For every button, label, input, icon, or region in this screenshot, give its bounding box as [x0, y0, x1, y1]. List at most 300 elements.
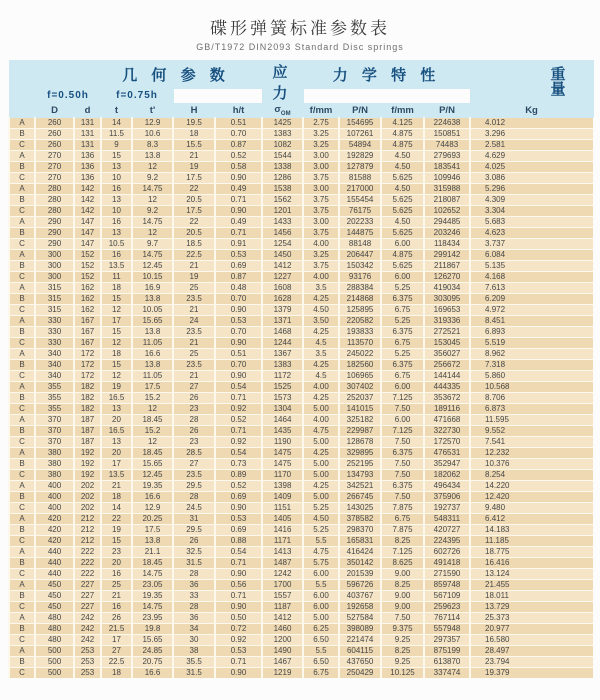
cell: 476531: [424, 448, 470, 459]
cell: 5.00: [303, 459, 339, 470]
table-row: [9, 492, 593, 503]
col-t-prime: t': [132, 104, 173, 118]
cell: 152: [74, 261, 101, 272]
cell: 7.125: [381, 547, 424, 558]
cell: 3.737: [470, 239, 593, 250]
cell: 15.65: [132, 316, 173, 327]
cell: 1187: [262, 602, 303, 613]
cell: 147: [74, 217, 101, 228]
cell: 0.54: [215, 448, 262, 459]
cell: 0.71: [215, 657, 262, 668]
cell: 0.71: [215, 393, 262, 404]
cell: 28: [173, 492, 215, 503]
cell: B: [9, 624, 35, 635]
cell: 29.5: [173, 525, 215, 536]
table-row: [9, 448, 593, 459]
cell: 38: [173, 646, 215, 657]
cell: 136: [74, 151, 101, 162]
cell: 4.75: [303, 426, 339, 437]
table-row: [9, 591, 593, 602]
table-row: [9, 261, 593, 272]
cell: 0.53: [215, 646, 262, 657]
cell: 3.00: [303, 217, 339, 228]
cell: 193833: [339, 327, 381, 338]
cell: 280: [35, 206, 74, 217]
cell: 14.220: [470, 481, 593, 492]
cell: B: [9, 525, 35, 536]
sigma-subscript: OM: [280, 110, 291, 117]
cell: 17.5: [173, 173, 215, 184]
cell: 4.309: [470, 195, 593, 206]
cell: 10: [101, 206, 132, 217]
cell: 15.5: [173, 140, 215, 151]
cell: 0.52: [215, 151, 262, 162]
cell: 172: [74, 371, 101, 382]
cell: 1398: [262, 481, 303, 492]
cell: 5.00: [303, 613, 339, 624]
cell: 1379: [262, 305, 303, 316]
cell: 1433: [262, 217, 303, 228]
cell: 300: [35, 272, 74, 283]
cell: 6.50: [303, 635, 339, 646]
cell: 0.52: [215, 415, 262, 426]
cell: 288384: [339, 283, 381, 294]
cell: 15: [101, 327, 132, 338]
cell: A: [9, 283, 35, 294]
cell: B: [9, 657, 35, 668]
cell: 20.977: [470, 624, 593, 635]
cell: 142: [74, 184, 101, 195]
cell: 298370: [339, 525, 381, 536]
cell: 25: [173, 283, 215, 294]
cell: 28: [173, 602, 215, 613]
cell: 12.9: [132, 503, 173, 514]
cell: B: [9, 426, 35, 437]
header-weight: [470, 61, 593, 104]
cell: 13.8: [132, 151, 173, 162]
cell: 23.5: [173, 294, 215, 305]
cell: 8.451: [470, 316, 593, 327]
cell: 4.50: [381, 151, 424, 162]
cell: 6.75: [381, 371, 424, 382]
cell: 307402: [339, 382, 381, 393]
cell: 189116: [424, 404, 470, 415]
cell: 0.49: [215, 184, 262, 195]
cell: 106965: [339, 371, 381, 382]
cell: 167: [74, 327, 101, 338]
cell: 14: [101, 503, 132, 514]
cell: 0.88: [215, 536, 262, 547]
cell: 398089: [339, 624, 381, 635]
table-row: [9, 360, 593, 371]
cell: 12: [101, 338, 132, 349]
cell: 0.90: [215, 503, 262, 514]
cell: 17.5: [132, 382, 173, 393]
cell: 218087: [424, 195, 470, 206]
cell: 7.125: [381, 393, 424, 404]
cell: 252195: [339, 459, 381, 470]
col-H: H: [173, 104, 215, 118]
cell: 7.50: [381, 459, 424, 470]
cell: 297357: [424, 635, 470, 646]
cell: 5.5: [303, 646, 339, 657]
table-row: [9, 184, 593, 195]
cell: 6.00: [381, 382, 424, 393]
cell: 26: [173, 536, 215, 547]
cell: 1242: [262, 569, 303, 580]
cell: 18: [101, 668, 132, 679]
cell: 131: [74, 118, 101, 129]
cell: 127879: [339, 162, 381, 173]
cell: 19.379: [470, 668, 593, 679]
header-weight-top: 重: [550, 66, 571, 83]
cell: 480: [35, 613, 74, 624]
cell: 440: [35, 558, 74, 569]
cell: B: [9, 261, 35, 272]
table-row: [9, 613, 593, 624]
cell: 6.75: [381, 514, 424, 525]
cell: 3.00: [303, 151, 339, 162]
cell: 6.209: [470, 294, 593, 305]
cell: 144144: [424, 371, 470, 382]
header-stress: 应 力: [262, 61, 303, 104]
cell: 16: [101, 569, 132, 580]
cell: 6.873: [470, 404, 593, 415]
col-f050-load: P/N: [339, 104, 381, 118]
cell: 1171: [262, 536, 303, 547]
cell: C: [9, 569, 35, 580]
cell: 16.5: [101, 393, 132, 404]
cell: 212: [74, 525, 101, 536]
cell: 28.5: [173, 448, 215, 459]
table-row: [9, 371, 593, 382]
cell: 6.00: [381, 239, 424, 250]
cell: 7.875: [381, 503, 424, 514]
cell: A: [9, 184, 35, 195]
cell: 15: [101, 294, 132, 305]
table-row: [9, 173, 593, 184]
cell: 23.5: [173, 327, 215, 338]
cell: 153045: [424, 338, 470, 349]
cell: 107261: [339, 129, 381, 140]
cell: 4.168: [470, 272, 593, 283]
cell: 5.00: [303, 404, 339, 415]
cell: 227: [74, 602, 101, 613]
cell: 4.875: [381, 129, 424, 140]
cell: 602726: [424, 547, 470, 558]
cell: 0.87: [215, 272, 262, 283]
cell: 3.25: [303, 129, 339, 140]
cell: 7.875: [381, 525, 424, 536]
cell: 203246: [424, 228, 470, 239]
cell: 113570: [339, 338, 381, 349]
cell: 270: [35, 162, 74, 173]
cell: 25: [101, 580, 132, 591]
cell: B: [9, 327, 35, 338]
cell: 152: [74, 272, 101, 283]
cell: 0.58: [215, 162, 262, 173]
cell: 6.00: [381, 272, 424, 283]
cell: 222: [74, 569, 101, 580]
cell: 0.70: [215, 360, 262, 371]
cell: 16: [101, 602, 132, 613]
cell: 1383: [262, 129, 303, 140]
cell: 420727: [424, 525, 470, 536]
cell: 290: [35, 228, 74, 239]
table-row: [9, 140, 593, 151]
cell: 24.85: [132, 646, 173, 657]
cell: 17.5: [173, 206, 215, 217]
cell: 1628: [262, 294, 303, 305]
cell: 1425: [262, 118, 303, 129]
cell: 242: [74, 613, 101, 624]
cell: 10.568: [470, 382, 593, 393]
cell: 5.00: [303, 470, 339, 481]
table-row: [9, 426, 593, 437]
cell: 13.8: [132, 327, 173, 338]
cell: 217000: [339, 184, 381, 195]
table-row: [9, 305, 593, 316]
cell: 93176: [339, 272, 381, 283]
cell: 1338: [262, 162, 303, 173]
cell: 416424: [339, 547, 381, 558]
cell: 142: [74, 195, 101, 206]
cell: 74483: [424, 140, 470, 151]
cell: C: [9, 206, 35, 217]
cell: 3.296: [470, 129, 593, 140]
cell: 356027: [424, 349, 470, 360]
cell: 420: [35, 525, 74, 536]
cell: 1456: [262, 228, 303, 239]
cell: 1413: [262, 547, 303, 558]
col-f075-deflection: f/mm: [381, 104, 424, 118]
cell: 12.232: [470, 448, 593, 459]
cell: 19: [173, 162, 215, 173]
cell: 142: [74, 206, 101, 217]
cell: 172: [74, 349, 101, 360]
cell: 4.00: [303, 382, 339, 393]
col-sigma: $\sigma_{OM}$: [262, 104, 303, 118]
cell: 15.2: [132, 393, 173, 404]
cell: 0.90: [215, 371, 262, 382]
cell: A: [9, 481, 35, 492]
cell: 12: [132, 437, 173, 448]
series-header-blank: [9, 61, 35, 104]
cell: 19: [173, 272, 215, 283]
cell: 450: [35, 602, 74, 613]
cell: 4.00: [303, 239, 339, 250]
cell: 25: [173, 349, 215, 360]
cell: 3.5: [303, 283, 339, 294]
cell: 4.50: [381, 162, 424, 173]
cell: A: [9, 349, 35, 360]
cell: 192: [74, 459, 101, 470]
cell: 21: [173, 305, 215, 316]
cell: 13.729: [470, 602, 593, 613]
cell: C: [9, 602, 35, 613]
cell: 7.318: [470, 360, 593, 371]
cell: 54894: [339, 140, 381, 151]
cell: 9.480: [470, 503, 593, 514]
cell: 13.124: [470, 569, 593, 580]
cell: 182: [74, 404, 101, 415]
cell: 13.8: [132, 536, 173, 547]
cell: 270: [35, 151, 74, 162]
col-d: d: [74, 104, 101, 118]
cell: 6.375: [381, 481, 424, 492]
table-row: [9, 415, 593, 426]
header-f075: f=0.75h: [101, 88, 173, 103]
cell: 527584: [339, 613, 381, 624]
cell: 211867: [424, 261, 470, 272]
cell: 192829: [339, 151, 381, 162]
header-geometry: 几 何 参 数: [35, 61, 262, 89]
cell: 31.5: [173, 668, 215, 679]
cell: C: [9, 140, 35, 151]
cell: 1383: [262, 360, 303, 371]
cell: 1416: [262, 525, 303, 536]
cell: 6.00: [303, 602, 339, 613]
cell: 0.69: [215, 525, 262, 536]
cell: A: [9, 151, 35, 162]
cell: 0.70: [215, 327, 262, 338]
cell: 242: [74, 635, 101, 646]
cell: 0.92: [215, 437, 262, 448]
cell: 162: [74, 294, 101, 305]
table-row: [9, 646, 593, 657]
cell: 5.135: [470, 261, 593, 272]
cell: 6.75: [381, 305, 424, 316]
cell: 370: [35, 415, 74, 426]
cell: 340: [35, 360, 74, 371]
cell: 1367: [262, 349, 303, 360]
cell: 192: [74, 448, 101, 459]
cell: 23.5: [173, 470, 215, 481]
cell: 23: [101, 547, 132, 558]
cell: 136: [74, 162, 101, 173]
cell: 0.90: [215, 602, 262, 613]
cell: 4.25: [303, 481, 339, 492]
cell: 5.5: [303, 536, 339, 547]
cell: 1151: [262, 503, 303, 514]
cell: 143025: [339, 503, 381, 514]
cell: 18.775: [470, 547, 593, 558]
cell: 8.25: [381, 646, 424, 657]
cell: 4.50: [303, 514, 339, 525]
cell: 31.5: [173, 558, 215, 569]
cell: 154695: [339, 118, 381, 129]
cell: 0.53: [215, 316, 262, 327]
table-row: [9, 239, 593, 250]
cell: 15.2: [132, 426, 173, 437]
cell: 1254: [262, 239, 303, 250]
cell: 0.71: [215, 228, 262, 239]
cell: 378582: [339, 514, 381, 525]
cell: 10.5: [101, 239, 132, 250]
cell: 20.25: [132, 514, 173, 525]
cell: 227: [74, 591, 101, 602]
cell: 7.50: [381, 437, 424, 448]
table-row: [9, 514, 593, 525]
cell: 81588: [339, 173, 381, 184]
cell: 16.416: [470, 558, 593, 569]
table-row: [9, 404, 593, 415]
cell: 15: [101, 151, 132, 162]
cell: A: [9, 547, 35, 558]
cell: 355: [35, 404, 74, 415]
cell: 5.25: [303, 525, 339, 536]
cell: 350142: [339, 558, 381, 569]
cell: 5.625: [381, 261, 424, 272]
cell: 9.00: [381, 591, 424, 602]
cell: C: [9, 272, 35, 283]
cell: 14: [101, 118, 132, 129]
cell: 767114: [424, 613, 470, 624]
cell: 212: [74, 514, 101, 525]
cell: 6.084: [470, 250, 593, 261]
table-row: [9, 206, 593, 217]
cell: 1490: [262, 646, 303, 657]
cell: 23.794: [470, 657, 593, 668]
cell: 27: [173, 459, 215, 470]
cell: 16: [101, 184, 132, 195]
cell: 7.125: [381, 426, 424, 437]
cell: 131: [74, 129, 101, 140]
cell: 16.6: [132, 349, 173, 360]
cell: 4.25: [303, 294, 339, 305]
cell: 13.5: [101, 261, 132, 272]
cell: 9.2: [132, 206, 173, 217]
cell: 13.8: [132, 360, 173, 371]
table-row: [9, 228, 593, 239]
cell: 1170: [262, 470, 303, 481]
table-body: [9, 118, 593, 679]
cell: 440: [35, 569, 74, 580]
cell: 0.53: [215, 514, 262, 525]
col-series: [9, 104, 35, 118]
cell: 266745: [339, 492, 381, 503]
table-row: [9, 481, 593, 492]
cell: 380: [35, 470, 74, 481]
cell: 1201: [262, 206, 303, 217]
cell: 6.00: [381, 415, 424, 426]
cell: 375906: [424, 492, 470, 503]
table-row: [9, 657, 593, 668]
cell: C: [9, 239, 35, 250]
cell: 18.5: [173, 239, 215, 250]
cell: 8.625: [381, 558, 424, 569]
cell: 21: [173, 371, 215, 382]
cell: 4.25: [303, 327, 339, 338]
cell: 11: [101, 272, 132, 283]
cell: A: [9, 646, 35, 657]
cell: 3.25: [303, 140, 339, 151]
cell: 420: [35, 536, 74, 547]
cell: 245022: [339, 349, 381, 360]
cell: 9.00: [381, 569, 424, 580]
spring-parameter-table: [8, 60, 594, 678]
cell: B: [9, 393, 35, 404]
cell: 13: [101, 437, 132, 448]
cell: A: [9, 415, 35, 426]
cell: 17: [101, 316, 132, 327]
cell: 3.75: [303, 228, 339, 239]
cell: 5.296: [470, 184, 593, 195]
cell: 259623: [424, 602, 470, 613]
header-weight-bottom: 量: [550, 81, 571, 98]
cell: 1700: [262, 580, 303, 591]
cell: 16.6: [132, 668, 173, 679]
